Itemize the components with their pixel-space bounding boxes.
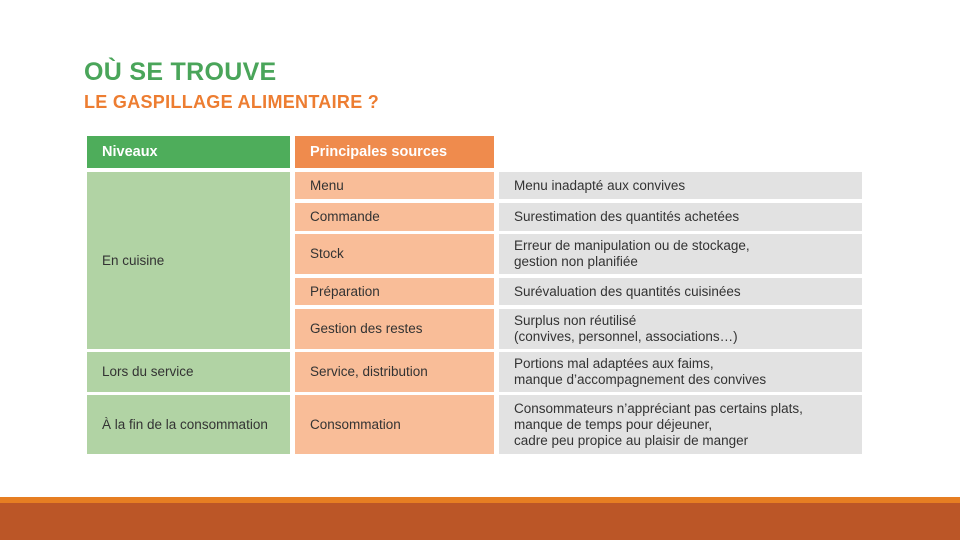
detail-cell: Surplus non réutilisé (convives, personnel, associations…) bbox=[499, 309, 862, 349]
source-cell: Menu bbox=[295, 172, 494, 199]
level-fin-consommation: À la fin de la consommation bbox=[87, 395, 290, 454]
footer-band bbox=[0, 503, 960, 540]
detail-cell: Surévaluation des quantités cuisinées bbox=[499, 278, 862, 305]
source-cell: Gestion des restes bbox=[295, 309, 494, 349]
level-en-cuisine: En cuisine bbox=[87, 172, 290, 349]
source-cell: Préparation bbox=[295, 278, 494, 305]
level-lors-du-service: Lors du service bbox=[87, 352, 290, 392]
detail-cell: Menu inadapté aux convives bbox=[499, 172, 862, 199]
title-line-1: OÙ SE TROUVE bbox=[84, 58, 277, 86]
source-cell: Consommation bbox=[295, 395, 494, 454]
header-levels: Niveaux bbox=[87, 136, 290, 168]
detail-cell: Consommateurs n’appréciant pas certains plats, manque de temps pour déjeuner, cadre peu propice au plaisir de manger bbox=[499, 395, 862, 454]
source-cell: Stock bbox=[295, 234, 494, 274]
detail-cell: Erreur de manipulation ou de stockage, gestion non planifiée bbox=[499, 234, 862, 274]
detail-cell: Surestimation des quantités achetées bbox=[499, 203, 862, 231]
header-sources: Principales sources bbox=[295, 136, 494, 168]
source-cell: Commande bbox=[295, 203, 494, 231]
source-cell: Service, distribution bbox=[295, 352, 494, 392]
title-line-2: LE GASPILLAGE ALIMENTAIRE ? bbox=[84, 92, 380, 112]
detail-cell: Portions mal adaptées aux faims, manque d’accompagnement des convives bbox=[499, 352, 862, 392]
